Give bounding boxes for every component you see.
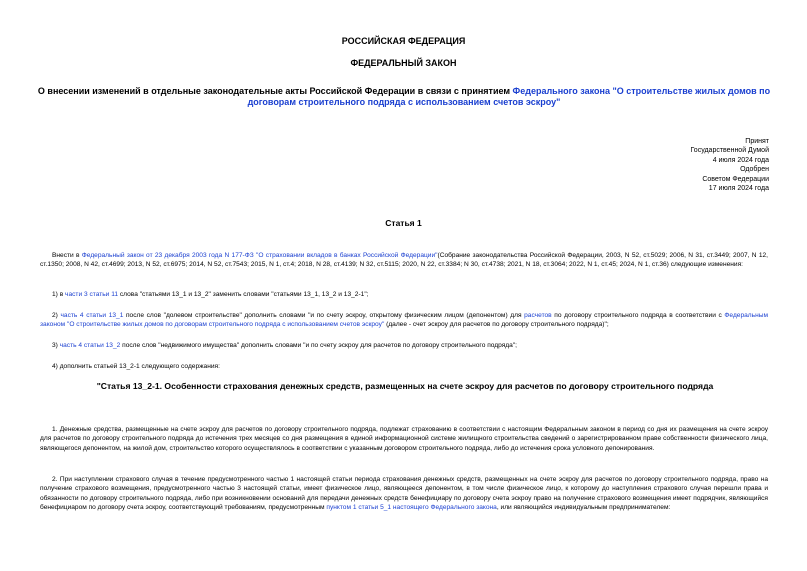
law-title [34,86,774,108]
paragraph-intro [40,251,768,270]
paragraph-item-2 [40,311,768,330]
term-link[interactable]: расчетов [524,312,552,319]
text: Внести в [52,252,82,259]
law-title-link[interactable]: Федерального закона "О строительстве жилых домов по договорам строительного подряда с использованием счетов эскроу" [247,86,771,107]
article-link[interactable]: часть 4 статьи 13_1 [60,312,124,319]
text: слова "статьями 13_1 и 13_2" заменить словами "статьями 13_1, 13_2 и 13_2-1"; [118,291,369,298]
text: (далее - счет эскроу для расчетов по договору строительного подряда)"; [384,321,609,329]
article-link[interactable]: части 3 статьи 11 [65,291,119,298]
paragraph-section-1: 1. Денежные средства, размещенные на счете эскроу для расчетов по договору строительного подряда, подлежат страхованию в соответствии с настоящим Федеральным законом в период со дня их размещения на счете эскроу для расчетов по договору строительного подряда до истечения трех месяцев со дня размещения в единой информационной системе жилищного строительства сведений о зарегистрированном праве собственности физического лица, являющегося депонентом, на жилой дом, строительство которого осуществлялось в соответствии с указанным договором строительного подряда, либо до истечения срока условного депонирования. [40,426,768,452]
text: 3) [52,342,60,349]
paragraph-item-1 [40,290,768,299]
document-type-heading: ФЕДЕРАЛЬНЫЙ ЗАКОН [350,58,457,68]
article-link[interactable]: часть 4 статьи 13_2 [59,342,121,349]
law-title-text: О внесении изменений в отдельные законодательные акты Российской Федерации в связи с принятием [37,86,513,96]
adoption-line: Принят [745,138,769,145]
paragraph-item-4: 4) дополнить статьей 13_2-1 следующего содержания: [52,363,220,370]
law-link[interactable]: Федеральным законом "О строительстве жилых домов по договорам строительного подряда с использованием счетов эскроу" [40,312,769,329]
text: по договору строительного подряда в соответствии с [551,312,725,319]
text: 2. При наступлении страхового случая в течение предусмотренного частью 1 настоящей статьи периода страхования денежных средств, размещенных на счете эскроу для расчетов по договору строительного подряда, право на получение страхового возмещения, предусмотренного частью 3 настоящей статьи, имеет физическое лицо, являющееся депонентом, в том числе физическое лицо, к которому до наступления страхового случая перешли права и обязанности по договору строительного подряда, либо при возникновении оснований для передачи денежных средств бенефициару по договору счета эскроу право на получение страхового возмещения имеет подрядчик, являющийся бенефициаром по договору счета эскроу, соответствующий требованиям, предусмотренным [40,476,768,511]
adoption-line: 17 июля 2024 года [708,185,769,193]
country-heading: РОССИЙСКАЯ ФЕДЕРАЦИЯ [341,36,466,46]
paragraph-item-3 [40,341,768,350]
adoption-line: 4 июля 2024 года [712,156,769,164]
text: после слов "недвижимого имущества" дополнить словами "и по счету эскроу для расчетов по договору строительного подряда"; [120,342,517,349]
text: 1) в [52,291,66,298]
section-title: "Статья 13_2-1. Особенности страхования денежных средств, размещенных на счете эскроу для расчетов по договору строительного подряда [96,381,714,391]
law-link[interactable]: Федеральный закон от 23 декабря 2003 года N 177-ФЗ "О страховании вкладов в банках Российской Федерации" [81,252,438,259]
adoption-line: Одобрен [740,166,769,174]
adoption-block [629,137,769,193]
adoption-line: Государственной Думой [690,147,769,155]
text: , или являющийся индивидуальным предпринимателем: [496,503,671,511]
article-link[interactable]: пунктом 1 статьи 5_1 настоящего Федерального закона [326,503,497,511]
article-heading: Статья 1 [385,218,422,228]
text: (Собрание законодательства Российской Федерации, 2003, N 52, ст.5029; 2006, N 31, ст.3449; 2007, N 12, ст.1350; 2008, N 42, ст.4699; 2013, N 52, ст.6975; 2014, N 52, ст.7543; 2015, N 1, ст.4; 2018, N 28, ст.4139; N 32, ст.5115; 2020, N 22, ст.3384; N 30, ст.4738; 2021, N 18, ст.3064; 2022, N 1, ст.45; 2024, N 1, ст.36) следующие изменения: [40,252,769,269]
text: 2) [52,312,61,319]
adoption-line: Советом Федерации [702,175,769,183]
paragraph-section-2 [40,475,768,512]
text: после слов "долевом строительстве" дополнить словами "и по счету эскроу, открытому физическим лицом (депонентом) для [123,312,525,319]
